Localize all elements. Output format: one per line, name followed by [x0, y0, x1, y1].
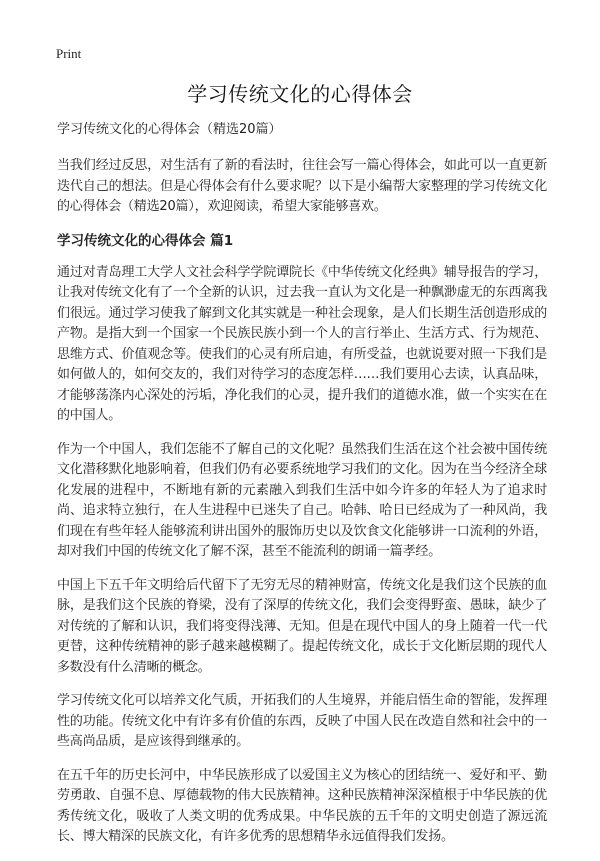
body-paragraph-2: 作为一个中国人，我们怎能不了解自己的文化呢？虽然我们生活在这个社会被中国传统文化潜移默化地影响着，但我们仍有必要系统地学习我们的文化。因为在当今经济全球化发展的进程中，不断地有新的元素融入到我们生活中如今许多的年轻人为了追求时尚、追求特立独行，在人生进程中已迷失了自己。哈韩、哈日已经成为了一种风尚，我们现在有些年轻人能够流利讲出国外的服饰历史以及饮食文化能够讲一口流利的外语，却对我们中国的传统文化了解不深，甚至不能流利的朗诵一篇孝经。: [57, 441, 547, 559]
body-paragraph-4: 学习传统文化可以培养文化气质，开拓我们的人生境界，并能启悟生命的智能，发挥理性的功能。传统文化中有许多有价值的东西，反映了中国人民在改造自然和社会中的一些高尚品质，是应该得到继承的。: [57, 693, 547, 749]
article-subtitle: 学习传统文化的心得体会（精选20篇）: [57, 122, 282, 137]
article-body: [57, 120, 547, 861]
body-paragraph-1: 通过对青岛理工大学人文社会科学学院谭院长《中华传统文化经典》辅导报告的学习，让我对传统文化有了一个全新的认识，过去我一直认为文化是一种飘渺虚无的东西离我们很远。通过学习使我了解到文化其实就是一种社会现象，是人们长期生活创造形成的产物。是指大到一个国家一个民族民族小到一个人的言行举止、生活方式、行为规范、思维方式、价值观念等。使我们的心灵有所启迪，有所受益，也就说要对照一下我们是如何做人的，如何交友的，我们对待学习的态度怎样……我们要用心去读，认真品味，才能够荡涤内心深处的污垢，净化我们的心灵，提升我们的道德水准，做一个实实在在的中国人。: [57, 264, 547, 423]
body-paragraph-3: 中国上下五千年文明给后代留下了无穷无尽的精神财富，传统文化是我们这个民族的血脉，是我们这个民族的脊梁，没有了深厚的传统文化，我们会变得野蛮、愚昧，缺少了对传统的了解和认识，我们将变得浅薄、无知。但是在现代中国人的身上随着一代一代更替，这种传统精神的影子越来越模糊了。提起传统文化，成长于文化断层期的现代人多数没有什么清晰的概念。: [57, 577, 547, 675]
page-title: 学习传统文化的心得体会: [187, 82, 413, 106]
section-heading: 学习传统文化的心得体会 篇1: [57, 232, 234, 249]
print-link[interactable]: Print: [56, 46, 82, 61]
intro-paragraph: 当我们经过反思，对生活有了新的看法时，往往会写一篇心得体会，如此可以一直更新迭代自己的想法。但是心得体会有什么要求呢？以下是小编帮大家整理的学习传统文化的心得体会（精选20篇），欢迎阅读，希望大家能够喜欢。: [57, 158, 547, 214]
body-paragraph-5: 在五千年的历史长河中，中华民族形成了以爱国主义为核心的团结统一、爱好和平、勤劳勇敢、自强不息、厚德载物的伟大民族精神。这种民族精神深深植根于中华民族的优秀传统文化，吸收了人类文明的优秀成果。中华民族的五千年的文明史创造了源远流长、博大精深的民族文化，有许多优秀的思想精华永远值得我们发扬。: [57, 767, 547, 844]
